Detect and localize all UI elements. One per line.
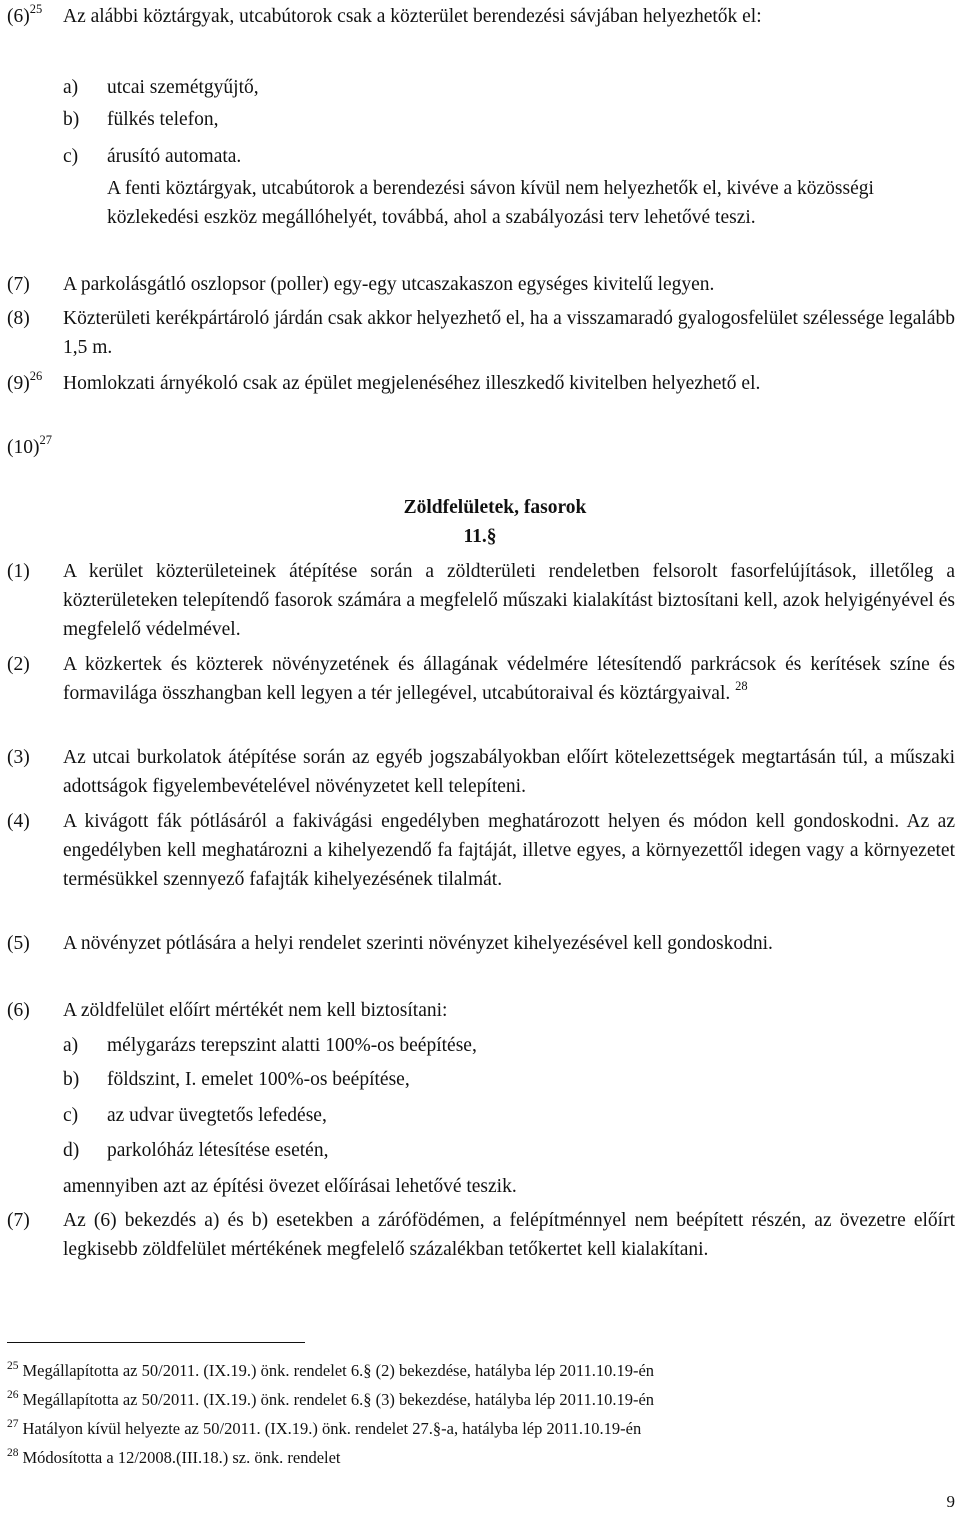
list-label: c) bbox=[63, 1105, 79, 1126]
list-label: d) bbox=[63, 1140, 80, 1161]
paragraph-1 bbox=[7, 557, 955, 644]
list-text: parkolóház létesítése esetén, bbox=[107, 1140, 329, 1161]
paragraph-text: Homlokzati árnyékoló csak az épület megjelenéséhez illeszkedő kivitelben helyezhető el. bbox=[63, 373, 761, 394]
paragraph-7-top bbox=[7, 270, 955, 299]
paragraph-number: (6) bbox=[7, 6, 30, 27]
paragraph-number: (2) bbox=[7, 654, 30, 675]
list-text: földszint, I. emelet 100%-os beépítése, bbox=[107, 1069, 410, 1090]
paragraph-number: (5) bbox=[7, 933, 30, 954]
list-label: b) bbox=[63, 109, 80, 130]
footnote-number: 26 bbox=[7, 1389, 19, 1401]
list-item bbox=[63, 1136, 943, 1165]
paragraph-number: (3) bbox=[7, 747, 30, 768]
list-tail-text: amennyiben azt az építési övezet előírásai lehetővé teszik. bbox=[63, 1176, 517, 1197]
paragraph-text: A zöldfelület előírt mértékét nem kell biztosítani: bbox=[63, 1000, 448, 1021]
footnote-number: 28 bbox=[7, 1447, 19, 1459]
footnote-ref: 27 bbox=[39, 433, 52, 447]
section-number: 11. bbox=[463, 526, 487, 547]
paragraph-number: (6) bbox=[7, 1000, 30, 1021]
page-number: 9 bbox=[946, 1492, 955, 1511]
paragraph-number: (9) bbox=[7, 373, 30, 394]
footnote-number: 27 bbox=[7, 1418, 19, 1430]
paragraph-text: Az utcai burkolatok átépítése során az egyéb jogszabályokban előírt kötelezettségek megtartásán túl, a műszaki adottságok figyelembevételével növényzetet kell telepíteni. bbox=[63, 747, 955, 797]
paragraph-4 bbox=[7, 807, 955, 894]
list-label: a) bbox=[63, 77, 79, 98]
section-mark: § bbox=[486, 526, 497, 547]
footnote-text: Megállapította az 50/2011. (IX.19.) önk. rendelet 6.§ (2) bekezdése, hatályba lép 2011.10.19-én bbox=[22, 1361, 655, 1380]
continuation-text: A fenti köztárgyak, utcabútorok a berendezési sávon kívül nem helyezhetők el, kivéve a közösségi közlekedési eszköz megállóhelyét, továbbá, ahol a szabályozási terv lehetővé teszi. bbox=[107, 178, 874, 228]
footnote-ref: 28 bbox=[735, 679, 748, 693]
paragraph-number: (4) bbox=[7, 811, 30, 832]
paragraph-3 bbox=[7, 743, 955, 801]
list-item bbox=[63, 105, 943, 134]
paragraph-text: A közkertek és közterek növényzetének és állagának védelmére létesítendő parkrácsok és kerítések színe és formavilága összhangban kell legyen a tér jellegével, utcabútoraival és köztárgyaival. bbox=[63, 654, 955, 704]
list-text: az udvar üvegtetős lefedése, bbox=[107, 1105, 327, 1126]
paragraph-text: A parkolásgátló oszlopsor (poller) egy-egy utcaszakaszon egységes kivitelű legyen. bbox=[63, 274, 715, 295]
list-text: utcai szemétgyűjtő, bbox=[107, 77, 259, 98]
footnote-ref: 26 bbox=[29, 369, 43, 383]
list-item bbox=[63, 1065, 943, 1094]
paragraph-number: (7) bbox=[7, 274, 30, 295]
footnote bbox=[7, 1419, 641, 1439]
footnote-text: Megállapította az 50/2011. (IX.19.) önk. rendelet 6.§ (3) bekezdése, hatályba lép 2011.10.19-én bbox=[22, 1390, 655, 1409]
list-text: fülkés telefon, bbox=[107, 109, 219, 130]
paragraph-5 bbox=[7, 929, 955, 958]
list-label: a) bbox=[63, 1035, 79, 1056]
list-text: mélygarázs terepszint alatti 100%-os beépítése, bbox=[107, 1035, 477, 1056]
list-label: b) bbox=[63, 1069, 80, 1090]
paragraph-number: (8) bbox=[7, 308, 30, 329]
footnote-text: Hatályon kívül helyezte az 50/2011. (IX.19.) önk. rendelet 27.§-a, hatályba lép 2011.10.19-én bbox=[22, 1419, 642, 1438]
footnote-separator bbox=[7, 1342, 305, 1343]
paragraph-number: (7) bbox=[7, 1210, 30, 1231]
list-text: árusító automata. bbox=[107, 146, 242, 167]
paragraph-number: (10) bbox=[7, 437, 40, 458]
paragraph-7 bbox=[7, 1206, 955, 1264]
paragraph-number: (1) bbox=[7, 561, 30, 582]
paragraph-2 bbox=[7, 650, 955, 708]
list-item bbox=[63, 1101, 943, 1130]
footnote-number: 25 bbox=[7, 1360, 19, 1372]
list-item bbox=[63, 73, 943, 102]
section-heading bbox=[0, 493, 960, 551]
footnote-text: Módosította a 12/2008.(III.18.) sz. önk. rendelet bbox=[22, 1448, 341, 1467]
footnote-ref: 25 bbox=[29, 2, 43, 16]
paragraph-text: A kivágott fák pótlásáról a fakivágási engedélyben meghatározott helyen és módon kell gondoskodni. Az az engedélyben kell meghatározni a kihelyezendő fa fajtáját, illetve egyes, a környezettől idegen vagy a környezetet termésükkel szennyező fafajták kihelyezésének tilalmát. bbox=[63, 811, 955, 890]
paragraph-text: Az alábbi köztárgyak, utcabútorok csak a közterület berendezési sávjában helyezhetők el: bbox=[63, 6, 762, 27]
paragraph-9-top bbox=[7, 369, 955, 398]
paragraph-text: Az (6) bekezdés a) és b) esetekben a zárófödémen, a felépítménnyel nem beépített részén, az övezetre előírt legkisebb zöldfelület mértékének megfelelő százalékban tetőkertet kell kialakítani. bbox=[63, 1210, 955, 1260]
paragraph-text: Közterületi kerékpártároló járdán csak akkor helyezhető el, ha a visszamaradó gyalogosfelület szélessége legalább 1,5 m. bbox=[63, 308, 955, 358]
paragraph-6-top bbox=[7, 2, 955, 31]
footnote bbox=[7, 1448, 341, 1468]
paragraph-text: A növényzet pótlására a helyi rendelet szerinti növényzet kihelyezésével kell gondoskodni. bbox=[63, 933, 773, 954]
list-item bbox=[63, 1031, 943, 1060]
paragraph-8-top bbox=[7, 304, 955, 362]
footnote bbox=[7, 1390, 654, 1410]
section-title: Zöldfelületek, fasorok bbox=[403, 497, 587, 518]
footnote bbox=[7, 1361, 654, 1381]
paragraph-6 bbox=[7, 996, 955, 1025]
paragraph-text: A kerület közterületeinek átépítése során a zöldterületi rendeletben felsorolt fasorfelújítások, illetőleg a közterületeken telepítendő fasorok számára a megfelelő műszaki kialakítást biztosítani kell, azok helyigényével és megfelelő védelmével. bbox=[63, 561, 955, 640]
list-item bbox=[63, 142, 943, 171]
list-label: c) bbox=[63, 146, 79, 167]
